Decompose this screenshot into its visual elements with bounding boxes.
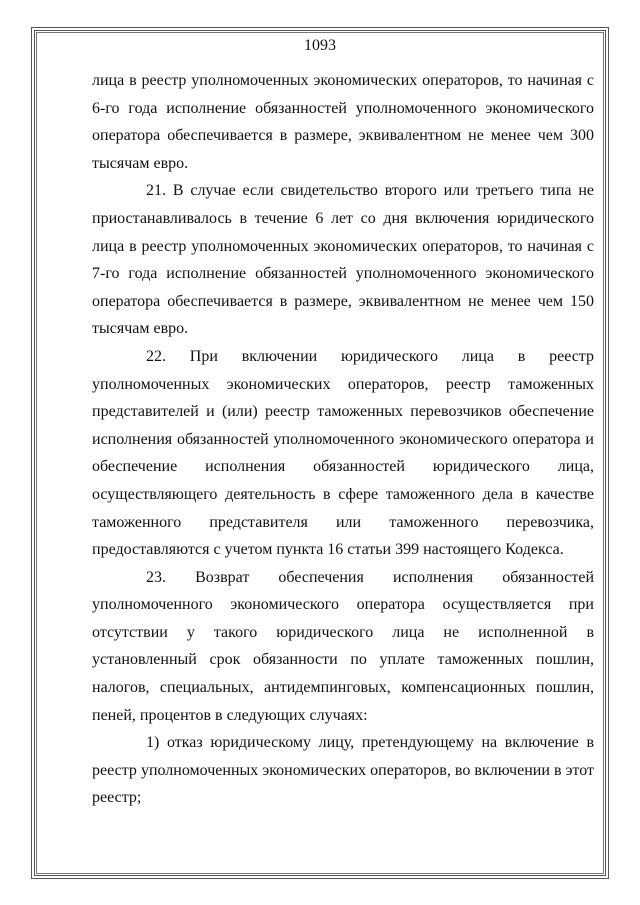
paragraph-22: 22. При включении юридического лица в реестр уполномоченных экономических операторов, реестр таможенных представителей и (или) реестр таможенных перевозчиков обеспечение исполнения обязанностей уполномоченного экономического оператора и обеспечение исполнения обязанностей юридического лица, осуществляющего деятельность в сфере таможенного дела в качестве таможенного представителя или таможенного перевозчика, предоставляются с учетом пункта 16 статьи 399 настоящего Кодекса.: [92, 347, 594, 559]
document-body: [92, 67, 594, 812]
paragraph-continuation: лица в реестр уполномоченных экономических операторов, то начиная с 6-го года исполнение обязанностей уполномоченного экономического оператора обеспечивается в размере, эквивалентном не менее чем 300 тысячам евро.: [92, 72, 594, 172]
paragraph-23-item-1: 1) отказ юридическому лицу, претендующему на включение в реестр уполномоченных экономических операторов, во включении в этот реестр;: [92, 734, 594, 807]
paragraph-21: 21. В случае если свидетельство второго или третьего типа не приостанавливалось в течение 6 лет со дня включения юридического лица в реестр уполномоченных экономических операторов, то начиная с 7-го года исполнение обязанностей уполномоченного экономического оператора обеспечивается в размере, эквивалентном не менее чем 150 тысячам евро.: [92, 182, 594, 338]
paragraph-23: 23. Возврат обеспечения исполнения обязанностей уполномоченного экономического оператора осуществляется при отсутствии у такого юридического лица не исполненной в установленный срок обязанности по уплате таможенных пошлин, налогов, специальных, антидемпинговых, компенсационных пошлин, пеней, процентов в следующих случаях:: [92, 568, 594, 724]
page-number: 1093: [304, 37, 336, 54]
